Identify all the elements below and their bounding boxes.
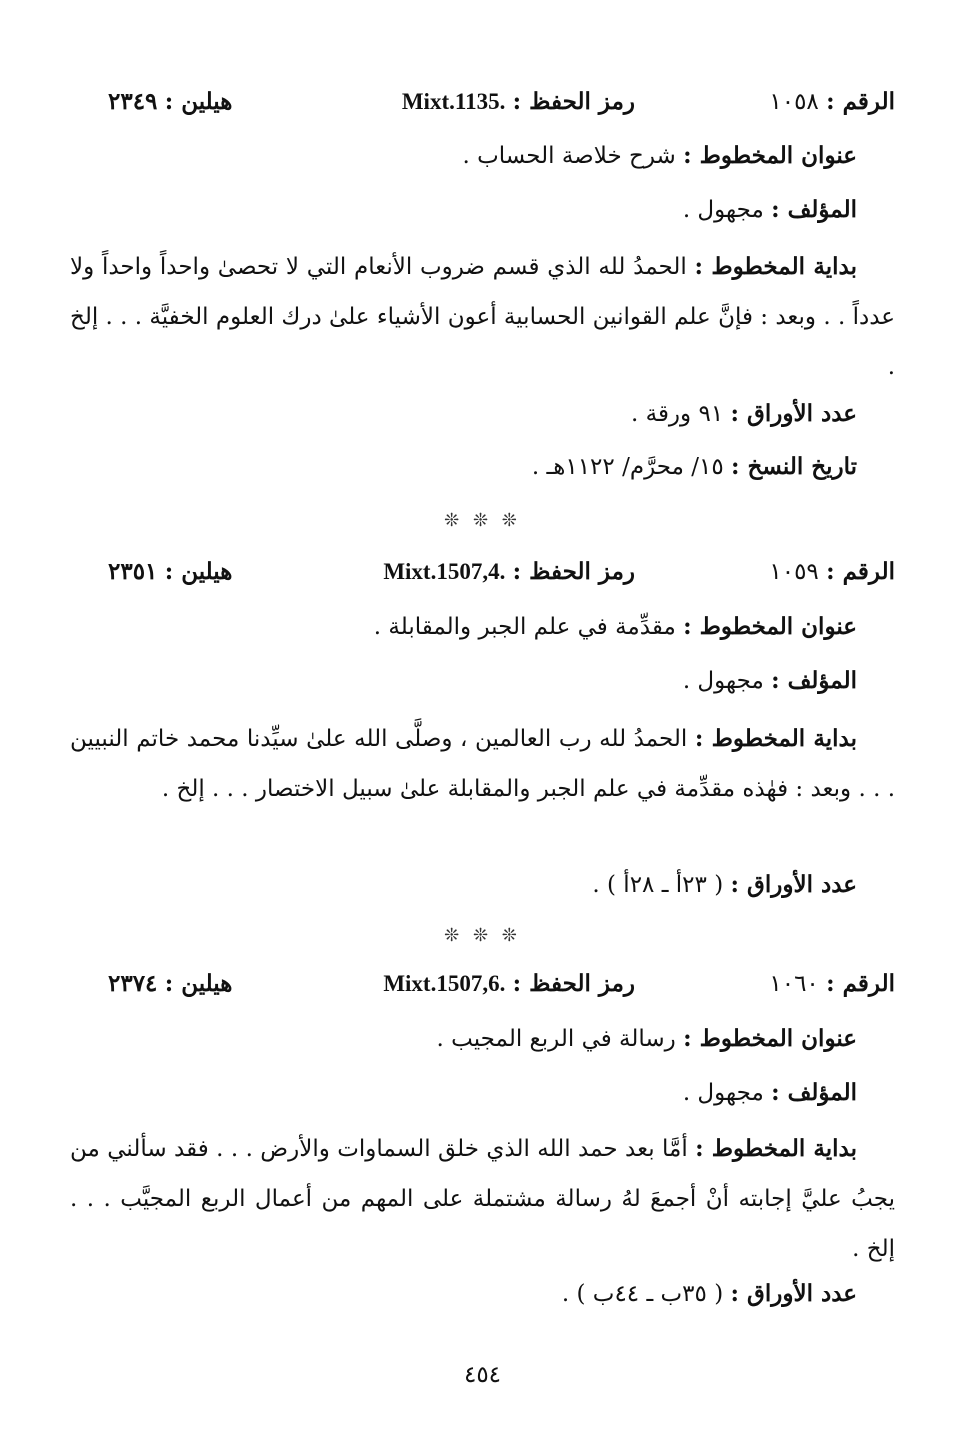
entry-3-helen: هيلين : ٢٣٧٤ [108, 970, 233, 997]
entry-1-title: عنوان المخطوط : شرح خلاصة الحساب . [462, 142, 857, 169]
entry-2-number: الرقم : ١٠٥٩ [769, 558, 895, 585]
entry-1-author: المؤلف : مجهول . [682, 196, 857, 223]
entry-2-leaves: عدد الأوراق : ( ٢٣أ ـ ٢٨أ ) . [592, 871, 857, 898]
entry-1-beginning: بداية المخطوط : الحمدُ لله الذي قسم ضروب الأنعام التي لا تحصىٰ واحداً واحداً ولا عدداً . . وبعد : فإنَّ علم القوانين الحسابية أعون الأشياء علىٰ درك العلوم الخفيَّة . . . إلخ . [69, 253, 895, 380]
separator-1: ❊ ❊ ❊ [444, 510, 521, 531]
entry-2-beginning: بداية المخطوط : الحمدُ لله رب العالمين ، وصلَّى الله علىٰ سيِّدنا محمد خاتم النبيين . . . وبعد : فهٰذه مقدِّمة في علم الجبر والمقابلة علىٰ سبيل الاختصار . . . إلخ . [70, 725, 895, 802]
entry-1-number: الرقم : ١٠٥٨ [769, 88, 895, 115]
entry-3-author: المؤلف : مجهول . [682, 1079, 857, 1106]
entry-2-author: المؤلف : مجهول . [682, 667, 857, 694]
entry-1-leaves: عدد الأوراق : ٩١ ورقة . [630, 400, 857, 427]
entry-1-shelfmark: رمز الحفظ : Mixt.1135. [401, 88, 635, 115]
entry-2-helen: هيلين : ٢٣٥١ [108, 558, 233, 585]
entry-1-helen: هيلين : ٢٣٤٩ [108, 88, 233, 115]
entry-3-shelfmark: رمز الحفظ : Mixt.1507,6. [383, 970, 635, 997]
entry-1-copy-date: تاريخ النسخ : ١٥/ محرَّم/ ١١٢٢هـ . [531, 453, 857, 480]
entry-3-beginning: بداية المخطوط : أمَّا بعد حمد الله الذي خلق السماوات والأرض . . . فقد سألني من يجبُ عليَّ إجابته أنْ أجمعَ لهُ رسالة مشتملة على المهم من أعمال الربع المجيَّب . . . إلخ . [70, 1135, 895, 1262]
entry-3-number: الرقم : ١٠٦٠ [769, 970, 895, 997]
entry-1-header [100, 88, 895, 128]
separator-2: ❊ ❊ ❊ [444, 925, 521, 946]
entry-3-title: عنوان المخطوط : رسالة في الربع المجيب . [436, 1025, 857, 1052]
entry-2-title: عنوان المخطوط : مقدِّمة في علم الجبر والمقابلة . [373, 613, 857, 640]
entry-2-header [100, 558, 895, 598]
entry-2-shelfmark: رمز الحفظ : Mixt.1507,4. [383, 558, 635, 585]
page-number: ٤٥٤ [463, 1362, 502, 1388]
entry-3-header [100, 970, 895, 1010]
entry-3-leaves: عدد الأوراق : ( ٣٥ب ـ ٤٤ب ) . [561, 1280, 857, 1307]
